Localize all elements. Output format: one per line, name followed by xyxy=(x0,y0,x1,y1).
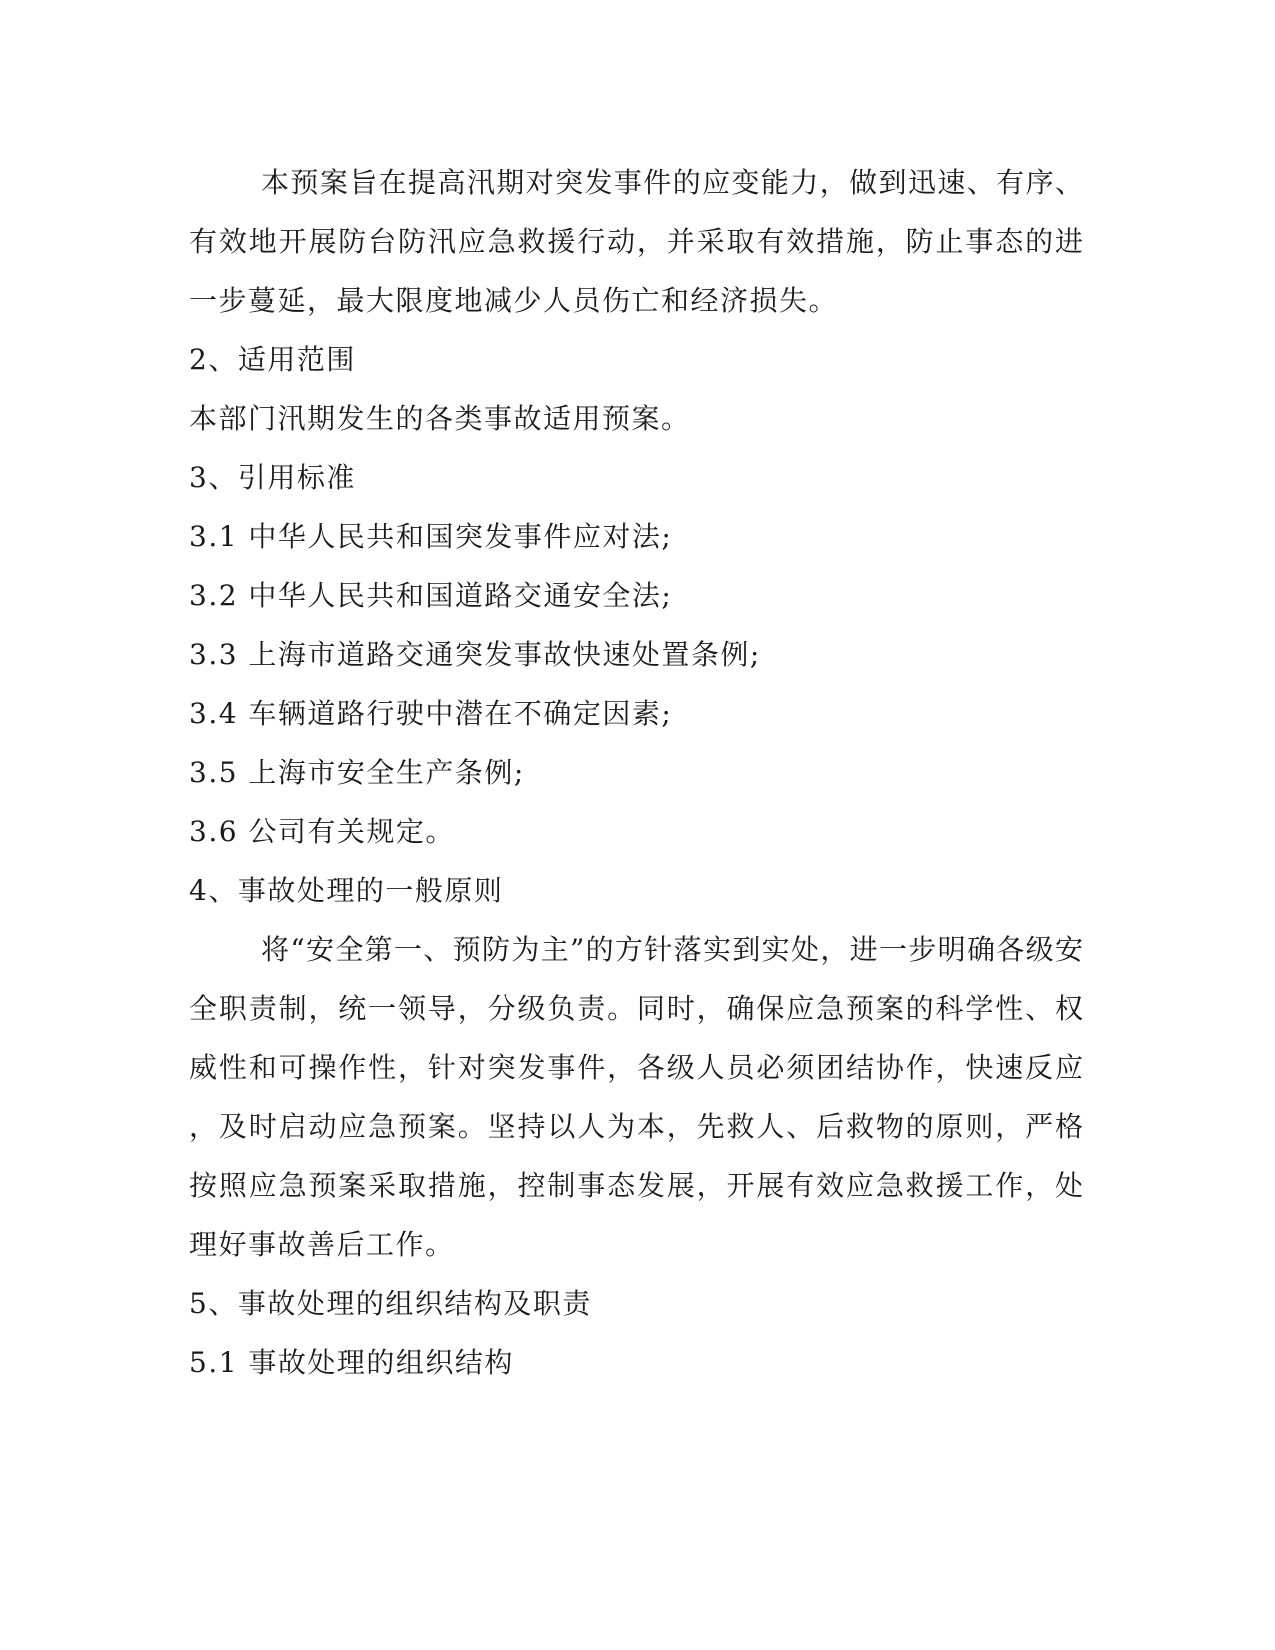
section-5-1-heading: 5.1 事故处理的组织结构 xyxy=(189,1346,514,1379)
principle-line-6: 理好事故善后工作。 xyxy=(189,1228,455,1261)
standard-item-3-2: 3.2 中华人民共和国道路交通安全法; xyxy=(189,579,673,612)
principle-line-4: ，及时启动应急预案。坚持以人为本，先救人、后救物的原则，严格 xyxy=(189,1110,1084,1143)
purpose-line-1: 本预案旨在提高汛期对突发事件的应变能力，做到迅速、有序、 xyxy=(261,166,1084,199)
principle-line-1: 将“安全第一、预防为主”的方针落实到实处，进一步明确各级安 xyxy=(261,933,1084,966)
principle-line-2: 全职责制，统一领导，分级负责。同时，确保应急预案的科学性、权 xyxy=(189,992,1084,1025)
section-4-heading: 4、事故处理的一般原则 xyxy=(189,874,504,907)
principle-line-5: 按照应急预案采取措施，控制事态发展，开展有效应急救援工作，处 xyxy=(189,1169,1084,1202)
standard-item-3-6: 3.6 公司有关规定。 xyxy=(189,815,455,848)
purpose-paragraph xyxy=(189,153,1084,330)
section-2-body: 本部门汛期发生的各类事故适用预案。 xyxy=(189,402,691,435)
standard-item-3-4: 3.4 车辆道路行驶中潜在不确定因素; xyxy=(189,697,673,730)
principle-paragraph xyxy=(189,920,1084,1274)
section-3-heading: 3、引用标准 xyxy=(189,461,356,494)
purpose-line-3: 一步蔓延，最大限度地减少人员伤亡和经济损失。 xyxy=(189,284,839,317)
standard-item-3-5: 3.5 上海市安全生产条例; xyxy=(189,756,525,789)
standard-item-3-3: 3.3 上海市道路交通突发事故快速处置条例; xyxy=(189,638,761,671)
standard-item-3-1: 3.1 中华人民共和国突发事件应对法; xyxy=(189,520,673,553)
section-2-heading: 2、适用范围 xyxy=(189,343,356,376)
document-body xyxy=(189,153,1084,1392)
principle-line-3: 威性和可操作性，针对突发事件，各级人员必须团结协作，快速反应 xyxy=(189,1051,1084,1084)
purpose-line-2: 有效地开展防台防汛应急救援行动，并采取有效措施，防止事态的进 xyxy=(189,225,1084,258)
section-5-heading: 5、事故处理的组织结构及职责 xyxy=(189,1287,592,1320)
